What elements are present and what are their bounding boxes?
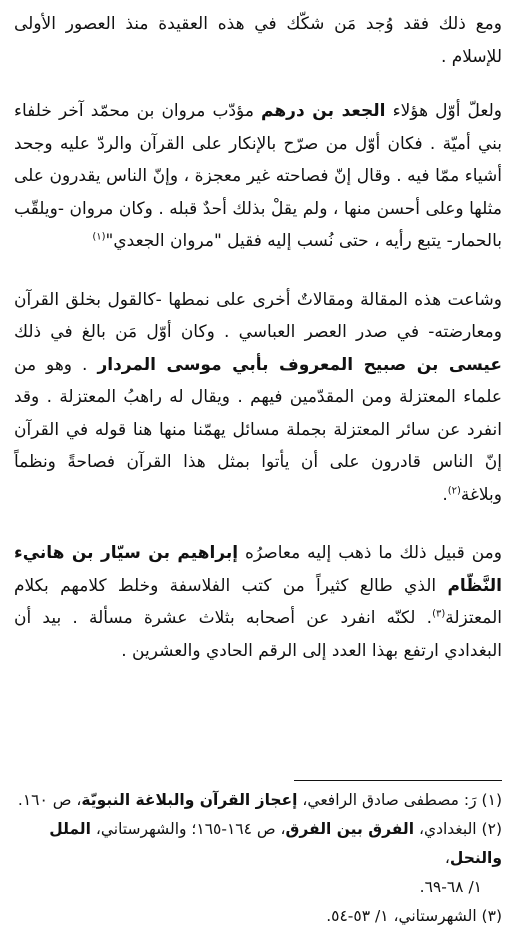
paragraph-3-text-cont: . وهو من علماء المعتزلة ومن المقدّمين فيهم . ويقال له راهبُ المعتزلة . وقد انفرد عن سائر المعتزلة بجملة مسائل يهمّنا منها هنا قوله في القرآن إنّ الناس قادرون على أن يأتوا بمثل هذا القرآن فصاحةً ونظماً وبلاغة: [14, 354, 502, 505]
footnote-3-text: الشهرستاني، ١/ ٥٣-٥٤.: [326, 907, 482, 925]
footnote-ref-2: (٢): [447, 484, 461, 496]
footnote-2-number: (٢): [481, 820, 502, 838]
footnote-2-title-1: الفرق بين الفرق: [285, 820, 415, 838]
paragraph-3-text: وشاعت هذه المقالة ومقالاتٌ أخرى على نمطها -كالقول بخلق القرآن ومعارضته- في صدر العصر العباسي . وكان أوّل مَن بالغ في ذلك: [14, 289, 502, 342]
footnote-ref-3: (٣): [432, 608, 446, 620]
footnote-1-number: (١): [481, 791, 502, 809]
footnote-1-title: إعجاز القرآن والبلاغة النبويّة: [81, 791, 298, 809]
footnote-ref-1: (١): [92, 231, 106, 243]
name-jaad-ibn-dirham: الجعد بن درهم: [261, 101, 386, 121]
footnote-2-middle: ، ص ١٦٤-١٦٥؛ والشهرستاني،: [90, 820, 286, 838]
paragraph-4: [14, 537, 502, 667]
footnote-2-comma: ،: [444, 849, 450, 867]
paragraph-2-text-cont: مؤدّب مروان بن محمّد آخر خلفاء بني أميّة . فكان أوّل من صرّح بالإنكار على القرآن والردّ عليه وجحد أشياء ممّا فيه . وقال إنّ فصاحته غير معجزة ، وإنّ الناس يقدرون على مثلها وعلى أحسن منها ، ولم يقلْ بذلك أحدٌ قبله . وكان مروان -ويلقّب بالحمار- يتبع رأيه ، حتى نُسب إليه فقيل "مروان الجعدي": [14, 101, 502, 251]
paragraph-4-end: . لكنّه انفرد عن أصحابه بثلاث عشرة مسألة . بيد أن البغدادي ارتفع بهذا العدد إلى الرقم الحادي والعشرين .: [14, 608, 502, 661]
footnote-2-author: البغدادي،: [414, 820, 482, 838]
footnote-3-number: (٣): [481, 907, 502, 925]
paragraph-2-text: ولعلّ أوّل هؤلاء: [385, 101, 502, 121]
footnote-3: [14, 902, 502, 931]
footnote-divider: [294, 780, 502, 781]
paragraph-3: [14, 284, 502, 512]
paragraph-3-end: .: [442, 484, 448, 505]
footnote-1-page: ، ص ١٦٠.: [17, 791, 82, 809]
footnote-2-continuation: ١/ ٦٨-٦٩.: [419, 878, 482, 896]
paragraph-4-text: ومن قبيل ذلك ما ذهب إليه معاصرُه: [238, 543, 502, 563]
footnote-1: [14, 786, 502, 815]
name-isa-ibn-subayh: عيسى بن صبيح المعروف بأبي موسى المردار: [97, 354, 502, 375]
paragraph-2: [14, 95, 502, 258]
paragraph-4-text-cont: الذي طالع كثيراً من كتب الفلاسفة وخلط كلامهم بكلام المعتزلة: [14, 575, 502, 628]
paragraph-1: ومع ذلك فقد وُجد مَن شكّك في هذه العقيدة منذ العصور الأولى للإسلام .: [14, 14, 502, 67]
footnotes: [14, 786, 502, 931]
footnote-1-author: رَ: مصطفى صادق الرافعي،: [297, 791, 482, 809]
footnote-2-title-2: الملل والنحل: [49, 820, 502, 867]
name-ibrahim-al-nazzam: إبراهيم بن سيّار بن هانيء النَّظّام: [14, 543, 502, 596]
footnote-2: [14, 815, 502, 873]
